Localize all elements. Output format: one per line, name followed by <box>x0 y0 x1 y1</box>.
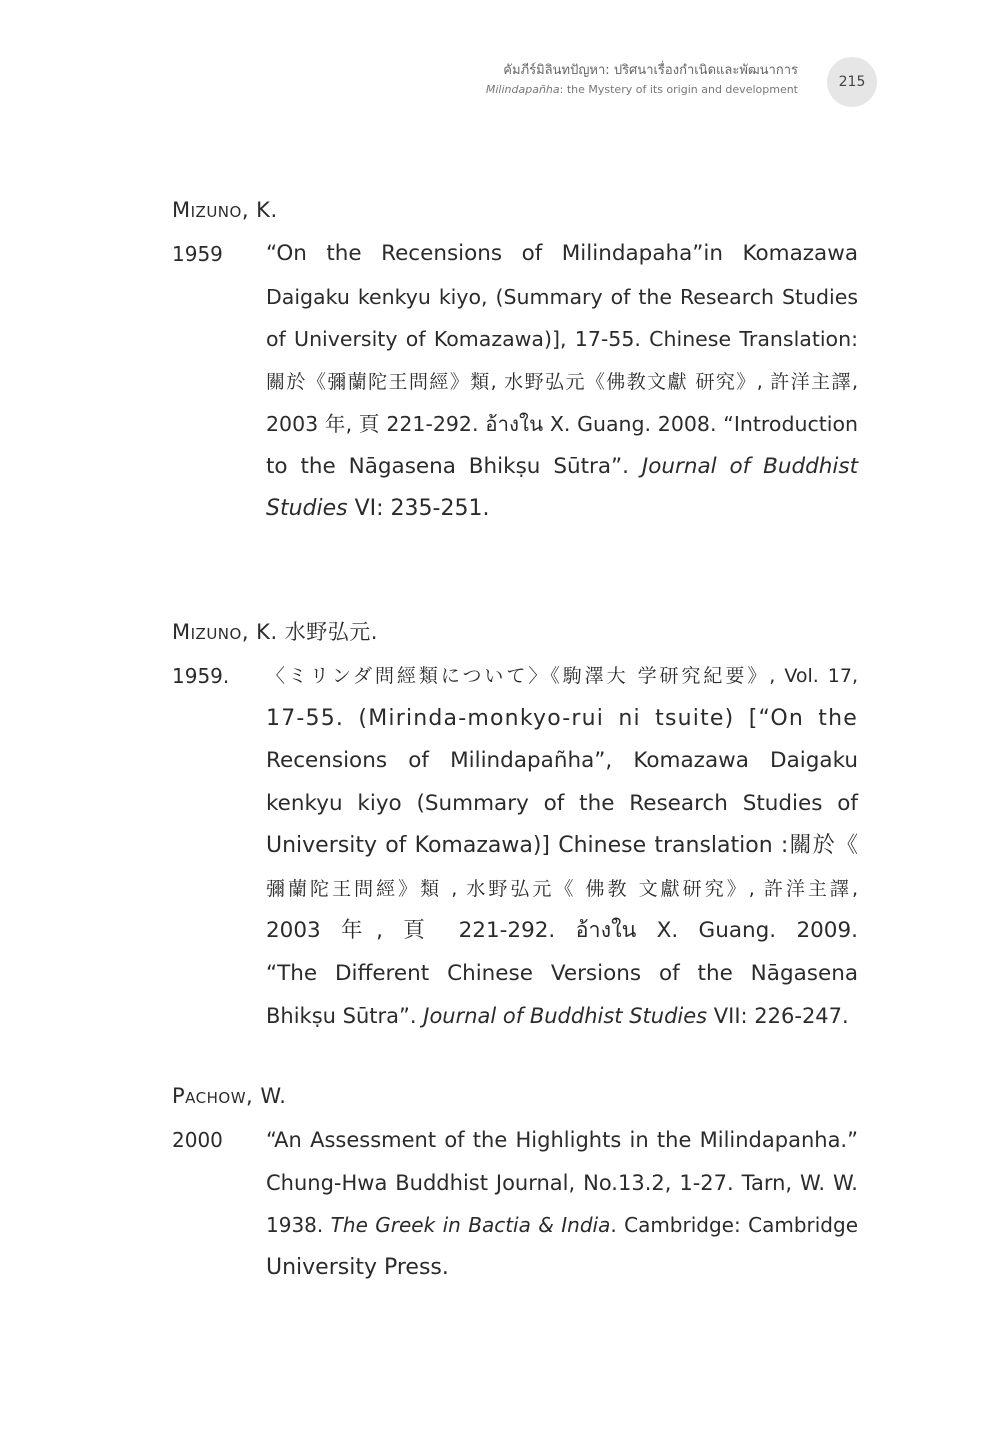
entry-line: “An Assessment of the Highlights in the Milindapanha.” <box>266 1128 858 1152</box>
header-english-title-italic: Milindapañha <box>485 83 560 96</box>
journal-title-italic: Journal of Buddhist Studies <box>423 1004 708 1028</box>
entry-line-last: Studies VI: 235-251. <box>266 496 490 521</box>
entry-line: Daigaku kenkyu kiyo, (Summary of the Research Studies <box>266 284 858 309</box>
entry-year: 1959. <box>172 664 230 688</box>
page-number: 215 <box>827 57 877 107</box>
entry-author <box>172 1081 862 1111</box>
entry-author-text: Mizuno, K. <box>172 198 278 222</box>
entry-reference <box>172 655 862 1038</box>
entry-line-part: to the Nāgasena Bhikṣu Sūtra”. <box>266 453 642 479</box>
entry-line-part: . Cambridge: Cambridge <box>610 1213 858 1237</box>
entry-author <box>172 195 862 225</box>
entry-line-with-journal <box>266 995 858 1038</box>
header-english-title-rest: : the Mystery of its origin and development <box>559 83 798 96</box>
entry-text <box>266 233 858 531</box>
entry-year: 2000 <box>172 1128 223 1152</box>
entry-reference <box>172 233 862 531</box>
entry-text <box>266 1119 858 1289</box>
entry-text <box>266 655 858 1038</box>
running-header <box>486 62 798 98</box>
entry-line: Recensions of Milindapañha”, Komazawa Daigaku <box>266 748 858 773</box>
journal-title-italic: Studies <box>266 496 348 521</box>
entry-reference <box>172 1119 862 1289</box>
entry-line: 2003 年, 頁 221-292. อ้างใน X. Guang. 2009. <box>266 918 858 943</box>
journal-title-italic: Journal of Buddhist <box>641 453 859 479</box>
book-title-italic: The Greek in Bactia & India <box>330 1213 611 1237</box>
bibliography-entry <box>172 1081 862 1289</box>
entry-line: “On the Recensions of Milindapaha”in Komazawa <box>266 241 858 266</box>
entry-line: “The Different Chinese Versions of the Nāgasena <box>266 960 858 986</box>
entry-line-part: VII: 226-247. <box>707 1004 849 1028</box>
entry-line-part: 1938. <box>266 1213 331 1237</box>
entry-line-with-journal <box>266 446 858 489</box>
entry-year: 1959 <box>172 242 223 266</box>
entry-line: of University of Komazawa)], 17-55. Chinese Translation: <box>266 327 858 351</box>
entry-line: 2003 年, 頁 221-292. อ้างใน X. Guang. 2008. “Introduction <box>266 412 858 436</box>
entry-line-part: Bhikṣu Sūtra”. <box>266 1004 424 1028</box>
entry-author-text: Mizuno, K. 水野弘元. <box>172 620 378 644</box>
entry-author-text: Pachow, W. <box>172 1084 287 1108</box>
bibliography-entry <box>172 195 862 531</box>
entry-line: Chung-Hwa Buddhist Journal, No.13.2, 1-27. Tarn, W. W. <box>266 1170 858 1195</box>
header-english-title <box>486 82 798 98</box>
entry-line: 彌蘭陀王問經》類 , 水野弘元《 佛教 文獻研究》, 許洋主譯, <box>266 877 858 900</box>
entry-author <box>172 617 862 647</box>
header-thai-title: คัมภีร์มิลินทปัญหา: ปริศนาเรื่องกำเนิดและพัฒนาการ <box>503 63 798 78</box>
entry-line: University of Komazawa)] Chinese translation :關於《 <box>266 833 858 858</box>
entry-line: 關於《彌蘭陀王問經》類, 水野弘元《佛教文獻 研究》, 許洋主譯, <box>266 370 858 393</box>
entry-line: University Press. <box>266 1254 449 1280</box>
entry-line: kenkyu kiyo (Summary of the Research Studies of <box>266 790 858 816</box>
entry-line-with-book <box>266 1204 858 1247</box>
entry-line: 17-55. (Mirinda-monkyo-rui ni tsuite) [“On the <box>266 705 858 731</box>
bibliography-entry <box>172 617 862 1038</box>
entry-line: 〈ミリンダ問經類について〉《駒澤大 学研究紀要》, Vol. 17, <box>266 665 858 687</box>
